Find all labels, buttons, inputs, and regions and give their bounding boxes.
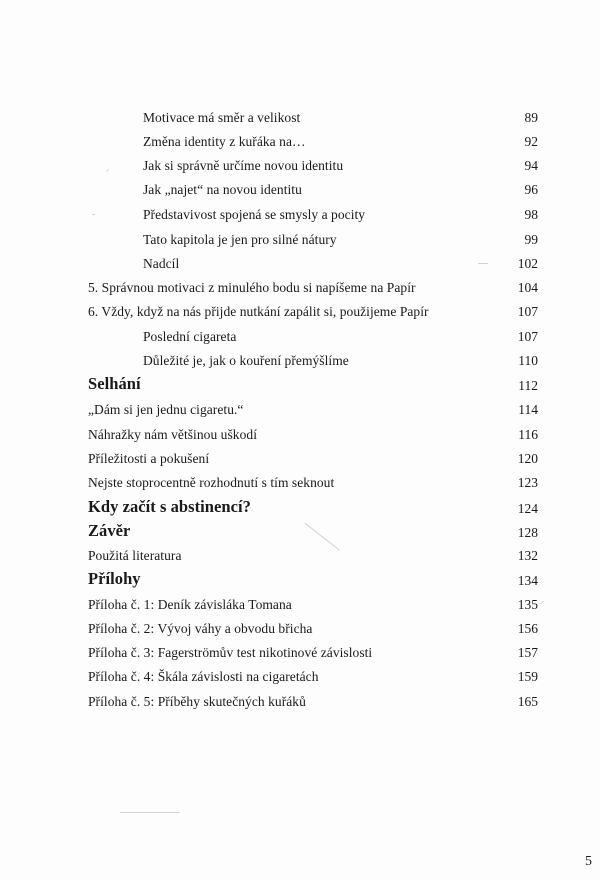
- toc-entry-title: Selhání: [88, 374, 141, 393]
- page-number: 5: [585, 854, 592, 869]
- toc-entry-title: Důležité je, jak o kouření přemýšlíme: [143, 353, 349, 368]
- toc-entry: [0, 398, 600, 422]
- toc-entry-title: Představivost spojená se smysly a pocity: [143, 207, 366, 222]
- toc-entry: [0, 471, 600, 495]
- toc-entry-page: 98: [524, 207, 538, 222]
- toc-entry-title: Tato kapitola je jen pro silné nátury: [143, 232, 337, 247]
- toc-entry-page: 92: [524, 134, 538, 149]
- toc-entry-title: Přílohy: [88, 569, 141, 588]
- toc-entry-page: 134: [517, 573, 538, 588]
- toc-entry-title: Poslední cigareta: [143, 329, 237, 344]
- toc-entry-title: Nejste stoprocentně rozhodnutí s tím seknout: [88, 475, 335, 490]
- toc-entry: [0, 593, 600, 617]
- toc-entry: [0, 447, 600, 471]
- toc-entry-page: 110: [518, 353, 538, 368]
- toc-entry-title: Nadcíl: [143, 256, 180, 271]
- toc-chapter-heading: [0, 373, 600, 397]
- toc-entry-page: 132: [517, 548, 538, 563]
- toc-entry: [0, 544, 600, 568]
- toc-entry-title: Příloha č. 3: Fagerströmův test nikotinové závislosti: [88, 645, 373, 660]
- toc-entry-page: 114: [518, 402, 538, 417]
- toc-entry-page: 165: [517, 694, 538, 709]
- toc-entry: [0, 641, 600, 665]
- toc-entry: [0, 252, 600, 276]
- toc-entry-page: 99: [524, 232, 538, 247]
- toc-entry-title: 6. Vždy, když na nás přijde nutkání zapálit si, použijeme Papír: [88, 304, 429, 319]
- toc-entry-title: Náhražky nám většinou uškodí: [88, 427, 257, 442]
- toc-entry-title: Jak si správně určíme novou identitu: [143, 158, 344, 173]
- toc-entry: [0, 300, 600, 324]
- toc-entry-page: 107: [517, 304, 538, 319]
- toc-entry-page: 96: [524, 182, 538, 197]
- toc-entry: [0, 154, 600, 178]
- toc-entry-page: 156: [517, 621, 538, 636]
- scan-speck: [478, 263, 488, 264]
- toc-entry-title: Použitá literatura: [88, 548, 182, 563]
- toc-entry-page: 104: [517, 280, 538, 295]
- toc-entry-page: 89: [524, 110, 538, 125]
- toc-entry-title: Jak „najet“ na novou identitu: [143, 182, 302, 197]
- toc-entry: [0, 130, 600, 154]
- toc-entry-title: Kdy začít s abstinencí?: [88, 497, 251, 516]
- toc-entry-page: 159: [517, 669, 538, 684]
- toc-entry: [0, 203, 600, 227]
- toc-chapter-heading: [0, 520, 600, 544]
- toc-entry-page: 120: [517, 451, 538, 466]
- toc-entry-page: 112: [518, 378, 538, 393]
- toc-entry: [0, 178, 600, 202]
- toc-entry-title: 5. Správnou motivaci z minulého bodu si napíšeme na Papír: [88, 280, 416, 295]
- toc-entry: [0, 325, 600, 349]
- toc-entry-title: Příloha č. 2: Vývoj váhy a obvodu břicha: [88, 621, 313, 636]
- toc-entry-page: 135: [517, 597, 538, 612]
- toc-entry-title: Příloha č. 5: Příběhy skutečných kuřáků: [88, 694, 306, 709]
- toc-entry-page: 116: [518, 427, 538, 442]
- toc-entry-title: Závěr: [88, 521, 131, 540]
- toc-entry-page: 124: [517, 501, 538, 516]
- toc-entry: [0, 228, 600, 252]
- toc-entry-page: 94: [524, 158, 538, 173]
- toc-entry-page: 107: [517, 329, 538, 344]
- toc-entry-title: Změna identity z kuřáka na…: [143, 134, 306, 149]
- toc-entry-title: Příloha č. 4: Škála závislosti na cigaretách: [88, 669, 319, 684]
- toc-entry: [0, 106, 600, 130]
- toc-entry: [0, 665, 600, 689]
- toc-entry-title: Příležitosti a pokušení: [88, 451, 210, 466]
- toc-entry-title: Příloha č. 1: Deník závisláka Tomana: [88, 597, 292, 612]
- toc-entry-page: 128: [517, 525, 538, 540]
- toc-entry-page: 123: [517, 475, 538, 490]
- toc-entry: [0, 276, 600, 300]
- toc-entry-page: 102: [517, 256, 538, 271]
- scan-speck: [120, 812, 180, 813]
- toc-entry: [0, 423, 600, 447]
- toc-entry-page: 157: [517, 645, 538, 660]
- toc-entry: [0, 617, 600, 641]
- toc-chapter-heading: [0, 568, 600, 592]
- scan-speck: [92, 214, 95, 215]
- toc-entry: [0, 690, 600, 714]
- toc-entry-title: „Dám si jen jednu cigaretu.“: [88, 402, 244, 417]
- toc-entry: [0, 349, 600, 373]
- toc-entry-title: Motivace má směr a velikost: [143, 110, 301, 125]
- toc-chapter-heading: [0, 496, 600, 520]
